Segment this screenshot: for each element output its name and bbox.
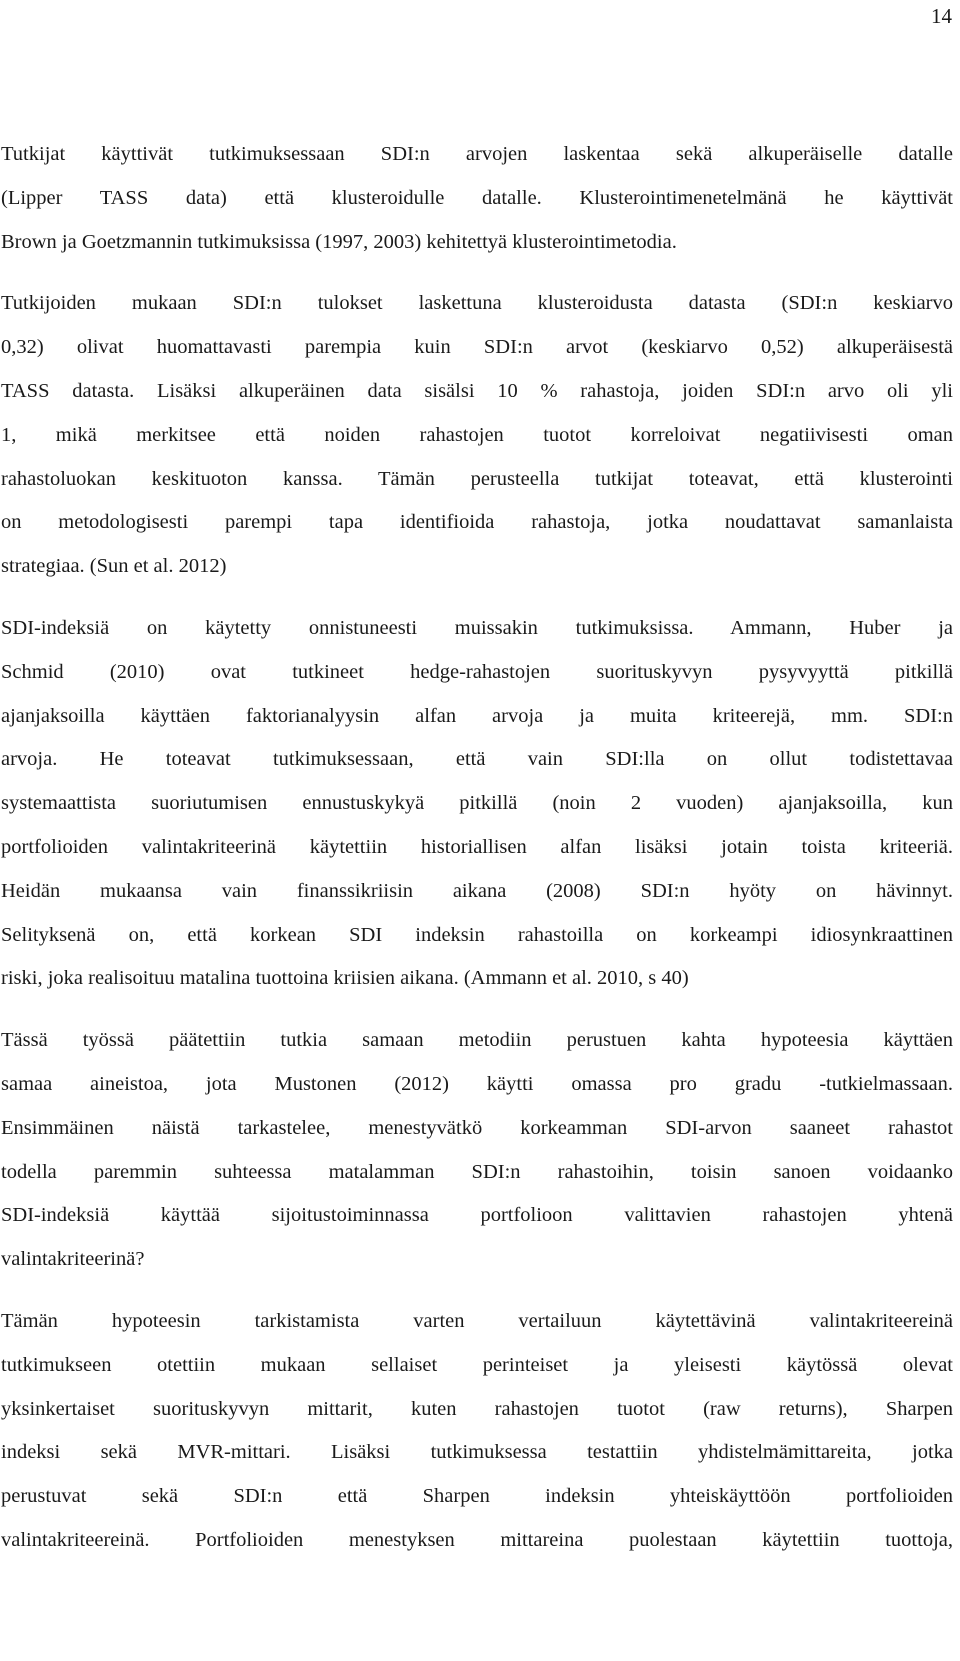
text-line: Tässä työssä päätettiin tutkia samaan metodiin perustuen kahta hypoteesia käyttäen xyxy=(1,1029,953,1052)
paragraph-2 xyxy=(1,282,953,589)
text-line: Tutkijat käyttivät tutkimuksessaan SDI:n arvojen laskentaa sekä alkuperäiselle datalle xyxy=(1,143,953,165)
text-line: Tutkijoiden mukaan SDI:n tulokset laskettuna klusteroidusta datasta (SDI:n keskiarvo xyxy=(1,292,953,315)
text-line: Schmid (2010) ovat tutkineet hedge-rahastojen suorituskyvyn pysyvyyttä pitkillä xyxy=(1,660,953,683)
text-line: riski, joka realisoituu matalina tuottoina kriisien aikana. (Ammann et al. 2010, s 40) xyxy=(1,967,689,990)
text-line: on metodologisesti parempi tapa identifioida rahastoja, jotka noudattavat samanlaista xyxy=(1,511,953,534)
page-number: 14 xyxy=(931,4,952,28)
text-line: (Lipper TASS data) että klusteroidulle datalle. Klusterointimenetelmänä he käyttivät xyxy=(1,186,953,209)
text-line: SDI-indeksiä käyttää sijoitustoiminnassa portfolioon valittavien rahastojen yhtenä xyxy=(1,1204,953,1227)
text-line: 0,32) olivat huomattavasti parempia kuin SDI:n arvot (keskiarvo 0,52) alkuperäisestä xyxy=(1,336,953,359)
text-line: strategiaa. (Sun et al. 2012) xyxy=(1,555,227,578)
paragraph-1 xyxy=(1,133,953,264)
document-body xyxy=(1,133,953,1581)
paragraph-3 xyxy=(1,607,953,1001)
text-line: indeksi sekä MVR-mittari. Lisäksi tutkimuksessa testattiin yhdistelmämittareita, jotka xyxy=(1,1441,953,1464)
paragraph-4 xyxy=(1,1019,953,1282)
text-line: Ensimmäinen näistä tarkastelee, menestyvätkö korkeamman SDI-arvon saaneet rahastot xyxy=(1,1116,953,1139)
paragraph-5 xyxy=(1,1300,953,1563)
text-line: 1, mikä merkitsee että noiden rahastojen tuotot korreloivat negatiivisesti oman xyxy=(1,423,953,446)
text-line: valintakriteereinä. Portfolioiden menestyksen mittareina puolestaan käytettiin tuottoja, xyxy=(1,1528,953,1551)
text-line: Heidän mukaansa vain finanssikriisin aikana (2008) SDI:n hyöty on hävinnyt. xyxy=(1,879,953,902)
text-line: Tämän hypoteesin tarkistamista varten vertailuun käytettävinä valintakriteereinä xyxy=(1,1309,953,1332)
text-line: SDI-indeksiä on käytetty onnistuneesti muissakin tutkimuksissa. Ammann, Huber ja xyxy=(1,616,953,639)
text-line: valintakriteerinä? xyxy=(1,1248,145,1271)
text-line: arvoja. He toteavat tutkimuksessaan, että vain SDI:lla on ollut todistettavaa xyxy=(1,748,953,771)
text-line: yksinkertaiset suorituskyvyn mittarit, kuten rahastojen tuotot (raw returns), Sharpen xyxy=(1,1397,953,1420)
text-line: portfolioiden valintakriteerinä käytettiin historiallisen alfan lisäksi jotain toista kriteeriä. xyxy=(1,835,953,858)
text-line: tutkimukseen otettiin mukaan sellaiset perinteiset ja yleisesti käytössä olevat xyxy=(1,1353,953,1376)
text-line: perustuvat sekä SDI:n että Sharpen indeksin yhteiskäyttöön portfolioiden xyxy=(1,1485,953,1508)
text-line: Brown ja Goetzmannin tutkimuksissa (1997, 2003) kehitettyä klusterointimetodia. xyxy=(1,230,677,253)
text-line: todella paremmin suhteessa matalamman SDI:n rahastoihin, toisin sanoen voidaanko xyxy=(1,1160,953,1183)
text-line: ajanjaksoilla käyttäen faktorianalyysin alfan arvoja ja muita kriteerejä, mm. SDI:n xyxy=(1,704,953,727)
text-line: samaa aineistoa, jota Mustonen (2012) käytti omassa pro gradu -tutkielmassaan. xyxy=(1,1072,953,1095)
text-line: TASS datasta. Lisäksi alkuperäinen data sisälsi 10 % rahastoja, joiden SDI:n arvo oli yli xyxy=(1,379,953,402)
text-line: systemaattista suoriutumisen ennustuskykyä pitkillä (noin 2 vuoden) ajanjaksoilla, kun xyxy=(1,792,953,815)
text-line: Selityksenä on, että korkean SDI indeksin rahastoilla on korkeampi idiosynkraattinen xyxy=(1,923,953,946)
text-line: rahastoluokan keskituoton kanssa. Tämän perusteella tutkijat toteavat, että klusterointi xyxy=(1,467,953,490)
